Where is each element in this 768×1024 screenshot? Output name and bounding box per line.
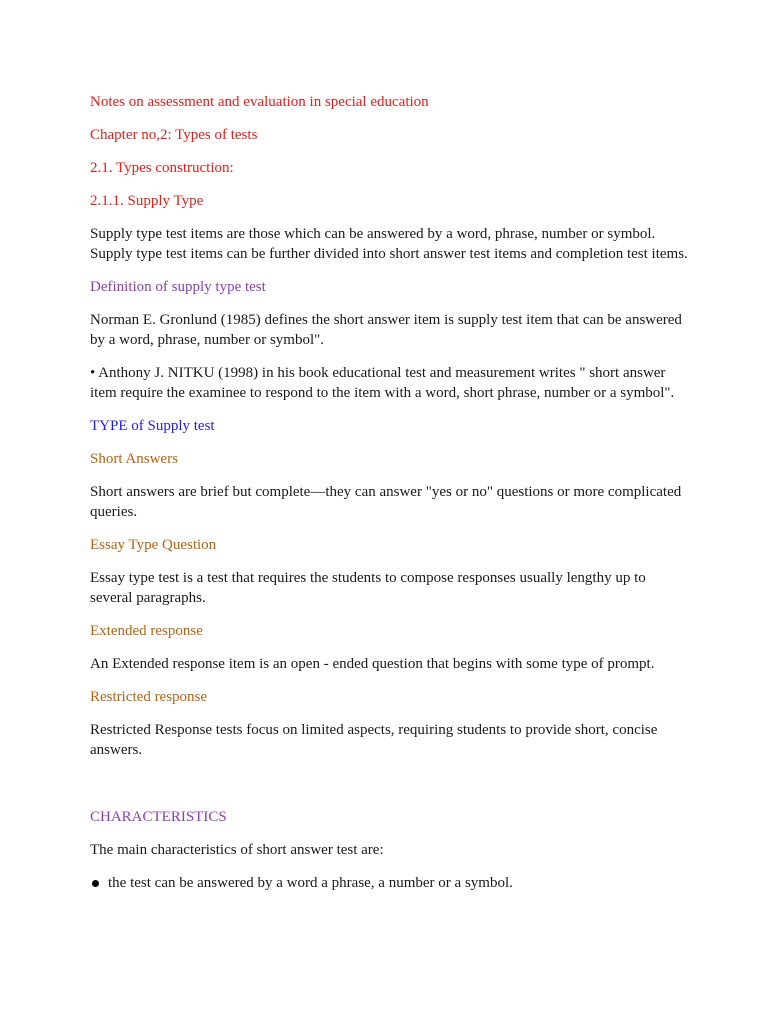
section-heading-2-1: 2.1. Types construction: bbox=[90, 160, 234, 176]
section-heading-2-1-1: 2.1.1. Supply Type bbox=[90, 193, 204, 209]
restricted-response-heading: Restricted response bbox=[90, 689, 208, 705]
types-heading: TYPE of Supply test bbox=[90, 418, 215, 434]
bullet-icon bbox=[92, 880, 99, 887]
document-title: Notes on assessment and evaluation in special education bbox=[90, 94, 429, 110]
essay-paragraph: Essay type test is a test that requires the students to compose responses usually lengthy up to several paragraphs. bbox=[90, 570, 646, 606]
restricted-response-paragraph: Restricted Response tests focus on limited aspects, requiring students to provide short, concise answers. bbox=[90, 722, 658, 758]
bullet-list-item bbox=[90, 873, 690, 893]
extended-response-paragraph: An Extended response item is an open - ended question that begins with some type of prompt. bbox=[90, 656, 655, 672]
short-answers-paragraph: Short answers are brief but complete—they can answer "yes or no" questions or more complicated queries. bbox=[90, 484, 682, 520]
definition-heading: Definition of supply type test bbox=[90, 279, 266, 295]
essay-heading: Essay Type Question bbox=[90, 537, 217, 553]
definition-nitku-paragraph: • Anthony J. NITKU (1998) in his book educational test and measurement writes " short answer item require the examinee to respond to the item with a word, short phrase, number or a symbol". bbox=[90, 365, 675, 401]
section-spacer bbox=[90, 773, 690, 807]
characteristics-heading: CHARACTERISTICS bbox=[90, 809, 227, 825]
chapter-heading: Chapter no,2: Types of tests bbox=[90, 127, 258, 143]
document-page bbox=[90, 92, 690, 893]
extended-response-heading: Extended response bbox=[90, 623, 203, 639]
characteristics-intro: The main characteristics of short answer test are: bbox=[90, 842, 384, 858]
short-answers-heading: Short Answers bbox=[90, 451, 178, 467]
bullet-text: the test can be answered by a word a phrase, a number or a symbol. bbox=[108, 875, 513, 891]
definition-gronlund-paragraph: Norman E. Gronlund (1985) defines the short answer item is supply test item that can be answered by a word, phrase, number or symbol". bbox=[90, 312, 682, 348]
supply-intro-paragraph: Supply type test items are those which can be answered by a word, phrase, number or symbol. Supply type test items can be further divided into short answer test items and completion test items. bbox=[90, 226, 688, 262]
